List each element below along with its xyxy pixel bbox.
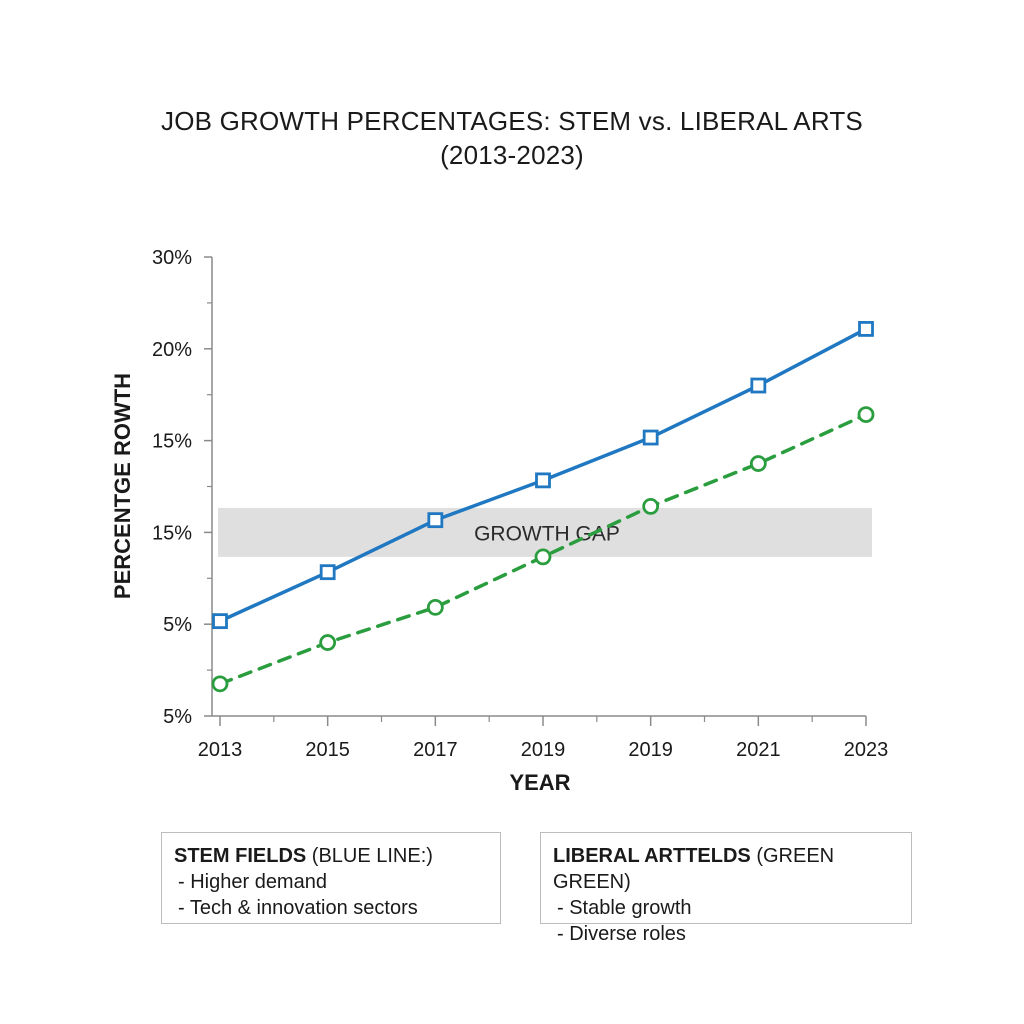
legend-liberal-arts — [540, 832, 912, 945]
data-point-circle — [644, 499, 658, 513]
data-point-square — [537, 474, 550, 487]
legend-liberal-heading-bold: LIBERAL ARTTELDS — [553, 845, 751, 867]
growth-gap-label: GROWTH GAP — [474, 522, 620, 546]
data-point-circle — [213, 677, 227, 691]
legend-liberal-heading — [553, 843, 899, 895]
series-layer — [213, 322, 873, 690]
legend-stem-heading — [174, 843, 488, 869]
data-point-circle — [428, 600, 442, 614]
y-tick-label: 5% — [163, 706, 192, 728]
legend-liberal-item: - Stable growth — [557, 897, 692, 919]
data-point-circle — [859, 408, 873, 422]
x-tick-label: 2019 — [628, 739, 673, 761]
x-tick-label: 2019 — [520, 739, 566, 761]
chart-subtitle: (2013-2023) — [440, 140, 584, 170]
legend-stem-item: - Higher demand — [178, 871, 327, 893]
x-tick-label: 2023 — [843, 739, 889, 761]
x-axis-label: YEAR — [509, 770, 571, 795]
y-tick-label: 15% — [151, 522, 192, 545]
legend-stem-heading-bold: STEM FIELDS — [174, 845, 307, 867]
chart-title: JOB GROWTH PERCENTAGES: STEM vs. LIBERAL ARTS — [161, 106, 863, 136]
data-point-square — [429, 514, 442, 527]
data-point-circle — [751, 457, 765, 471]
data-point-square — [752, 379, 765, 392]
legend-liberal-heading-rest: (GREEN GREEN) — [553, 845, 835, 893]
legend-liberal-item: - Diverse roles — [557, 923, 686, 945]
y-tick-label: 15% — [151, 430, 192, 453]
legend-stem — [161, 832, 501, 924]
data-point-circle — [321, 636, 335, 650]
data-point-circle — [536, 550, 550, 564]
x-tick-label: 2017 — [413, 739, 458, 761]
legend-stem-heading-rest: (BLUE LINE:) — [306, 845, 433, 867]
y-tick-label: 30% — [151, 247, 192, 269]
x-tick-label: 2013 — [197, 739, 243, 761]
data-point-square — [644, 431, 657, 444]
data-point-square — [321, 566, 334, 579]
y-tick-label: 20% — [151, 338, 192, 361]
y-tick-label: 5% — [163, 614, 192, 637]
x-tick-label: 2021 — [736, 739, 781, 761]
x-tick-label: 2015 — [305, 739, 350, 761]
data-point-square — [860, 322, 873, 335]
legend-stem-item: - Tech & innovation sectors — [178, 897, 418, 919]
y-axis-label: PERCENTGE ROWTH — [110, 372, 135, 600]
data-point-square — [214, 615, 227, 628]
axes — [204, 257, 866, 726]
